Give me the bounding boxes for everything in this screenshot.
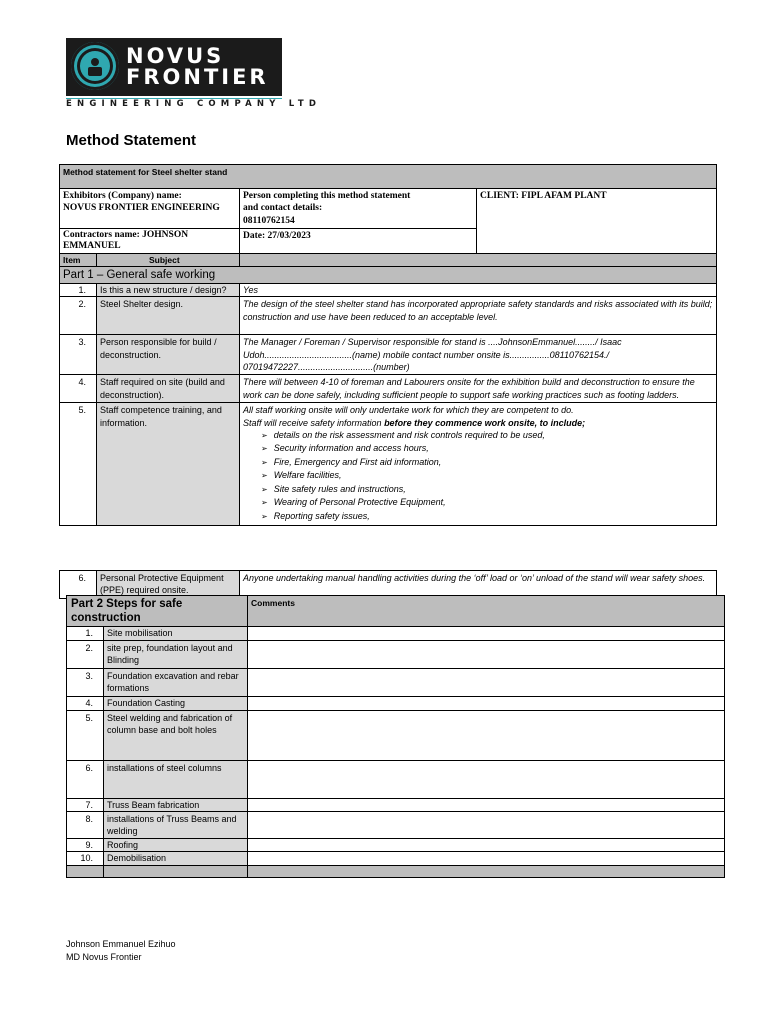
exhibitors-value: NOVUS FRONTIER ENGINEERING bbox=[63, 203, 220, 214]
step-label: Foundation Casting bbox=[104, 696, 248, 710]
step-number: 10. bbox=[67, 852, 104, 866]
column-subject-header: Subject bbox=[97, 254, 240, 267]
company-logo bbox=[66, 38, 282, 96]
safety-info-bold: before they commence work onsite, to include; bbox=[384, 417, 586, 428]
row-number: 5. bbox=[60, 403, 97, 526]
row-number: 6. bbox=[60, 571, 97, 599]
step-number: 6. bbox=[67, 760, 104, 798]
list-item: ➢ Fire, Emergency and First aid information, bbox=[261, 456, 713, 469]
logo-text-line2: FRONTIER bbox=[126, 65, 269, 89]
list-item: ➢ Reporting safety issues, bbox=[261, 510, 713, 523]
step-label: Demobilisation bbox=[104, 852, 248, 866]
step-label: Roofing bbox=[104, 839, 248, 852]
step-label: Site mobilisation bbox=[104, 627, 248, 641]
list-item: ➢ Site safety rules and instructions, bbox=[261, 483, 713, 496]
step-number: 8. bbox=[67, 811, 104, 839]
step-number: 9. bbox=[67, 839, 104, 852]
table-row bbox=[67, 668, 725, 696]
row-text: The Manager / Foreman / Supervisor responsible for stand is ....JohnsonEmmanuel......../ Isaac Udoh...................................(name) mobile contact number onsite is................08110762154./ 07019472227..............................(number) bbox=[240, 335, 717, 375]
step-comment bbox=[248, 839, 725, 852]
table-header: Method statement for Steel shelter stand bbox=[60, 165, 717, 189]
step-comment bbox=[248, 852, 725, 866]
table-row bbox=[67, 760, 725, 798]
table-row bbox=[67, 641, 725, 669]
part2-title: Part 2 Steps for safe construction bbox=[67, 596, 248, 627]
exhibitors-label: Exhibitors (Company) name: bbox=[63, 191, 182, 201]
footer-row-cell bbox=[104, 866, 248, 878]
logo-emblem-icon bbox=[71, 42, 119, 90]
row-number: 4. bbox=[60, 375, 97, 403]
table-row bbox=[67, 839, 725, 852]
row-number: 1. bbox=[60, 284, 97, 297]
step-number: 2. bbox=[67, 641, 104, 669]
comments-header: Comments bbox=[248, 596, 725, 627]
person-completing-cell bbox=[240, 189, 477, 229]
signature-block bbox=[66, 938, 176, 963]
competence-text: All staff working onsite will only undertake work for which they are competent to do. bbox=[243, 405, 574, 416]
step-comment bbox=[248, 811, 725, 839]
step-label: Steel welding and fabrication of column base and bolt holes bbox=[104, 710, 248, 760]
table-row bbox=[60, 284, 717, 297]
method-statement-table bbox=[59, 164, 717, 526]
row-subject: Staff competence training, and information. bbox=[97, 403, 240, 526]
step-comment bbox=[248, 641, 725, 669]
list-item: ➢ Welfare facilities, bbox=[261, 469, 713, 482]
table-row bbox=[60, 403, 717, 526]
safety-info-text bbox=[243, 417, 713, 429]
table-row bbox=[60, 375, 717, 403]
logo-text-line1: NOVUS bbox=[126, 44, 225, 68]
row-subject: Staff required on site (build and deconstruction). bbox=[97, 375, 240, 403]
step-comment bbox=[248, 760, 725, 798]
step-comment bbox=[248, 696, 725, 710]
row-subject: Is this a new structure / design? bbox=[97, 284, 240, 297]
client-cell: CLIENT: FIPL AFAM PLANT bbox=[477, 189, 717, 254]
document-title: Method Statement bbox=[66, 132, 197, 149]
signatory-title: MD Novus Frontier bbox=[66, 951, 142, 962]
row-text bbox=[240, 403, 717, 526]
safety-info-list bbox=[243, 429, 713, 523]
step-comment bbox=[248, 627, 725, 641]
table-row bbox=[60, 335, 717, 375]
table-row bbox=[60, 297, 717, 335]
step-comment bbox=[248, 710, 725, 760]
step-number: 3. bbox=[67, 668, 104, 696]
signatory-name: Johnson Emmanuel Ezihuo bbox=[66, 939, 176, 949]
contractors-cell: Contractors name: JOHNSON EMMANUEL bbox=[60, 229, 240, 254]
step-number: 4. bbox=[67, 696, 104, 710]
row-number: 3. bbox=[60, 335, 97, 375]
logo-tagline: ENGINEERING COMPANY LTD bbox=[66, 99, 322, 109]
step-comment bbox=[248, 798, 725, 811]
safety-info-lead: Staff will receive safety information bbox=[243, 417, 385, 428]
list-item: ➢ Wearing of Personal Protective Equipment, bbox=[261, 496, 713, 509]
step-label: installations of steel columns bbox=[104, 760, 248, 798]
person-label-2: and contact details: bbox=[243, 203, 323, 214]
part2-table bbox=[66, 595, 725, 878]
exhibitors-cell bbox=[60, 189, 240, 229]
table-row bbox=[67, 798, 725, 811]
row-text: The design of the steel shelter stand has incorporated appropriate safety standards and risks associated with its build; construction and use have been reduced to an acceptable level. bbox=[240, 297, 717, 335]
step-number: 5. bbox=[67, 710, 104, 760]
row-text: Yes bbox=[240, 284, 717, 297]
row-subject: Steel Shelter design. bbox=[97, 297, 240, 335]
person-phone: 08110762154 bbox=[243, 215, 295, 226]
row-text: There will between 4-10 of foreman and Labourers onsite for the exhibition build and deconstruction to ensure the work can be done safely, including sufficient people to support safe working practices such as footing ladders. bbox=[240, 375, 717, 403]
header-spacer bbox=[240, 254, 717, 267]
step-label: Foundation excavation and rebar formations bbox=[104, 668, 248, 696]
table-row bbox=[67, 627, 725, 641]
table-row bbox=[67, 852, 725, 866]
row-subject: Personal Protective Equipment (PPE) required onsite. bbox=[97, 571, 240, 599]
step-comment bbox=[248, 668, 725, 696]
row-subject: Person responsible for build / deconstruction. bbox=[97, 335, 240, 375]
part1-title: Part 1 – General safe working bbox=[60, 267, 717, 284]
step-label: site prep, foundation layout and Blinding bbox=[104, 641, 248, 669]
list-item: ➢ Security information and access hours, bbox=[261, 442, 713, 455]
column-item-header: Item bbox=[60, 254, 97, 267]
list-item: ➢ details on the risk assessment and risk controls required to be used, bbox=[261, 429, 713, 442]
step-number: 1. bbox=[67, 627, 104, 641]
date-cell: Date: 27/03/2023 bbox=[240, 229, 477, 254]
footer-row-cell bbox=[67, 866, 104, 878]
row-number: 2. bbox=[60, 297, 97, 335]
table-row bbox=[67, 710, 725, 760]
table-row bbox=[67, 811, 725, 839]
step-label: Truss Beam fabrication bbox=[104, 798, 248, 811]
person-label: Person completing this method statement bbox=[243, 191, 411, 201]
footer-row-cell bbox=[248, 866, 725, 878]
step-label: installations of Truss Beams and welding bbox=[104, 811, 248, 839]
table-row bbox=[67, 696, 725, 710]
step-number: 7. bbox=[67, 798, 104, 811]
row-text: Anyone undertaking manual handling activities during the ‘off’ load or ‘on’ unload of the stand will wear safety shoes. bbox=[240, 571, 717, 599]
